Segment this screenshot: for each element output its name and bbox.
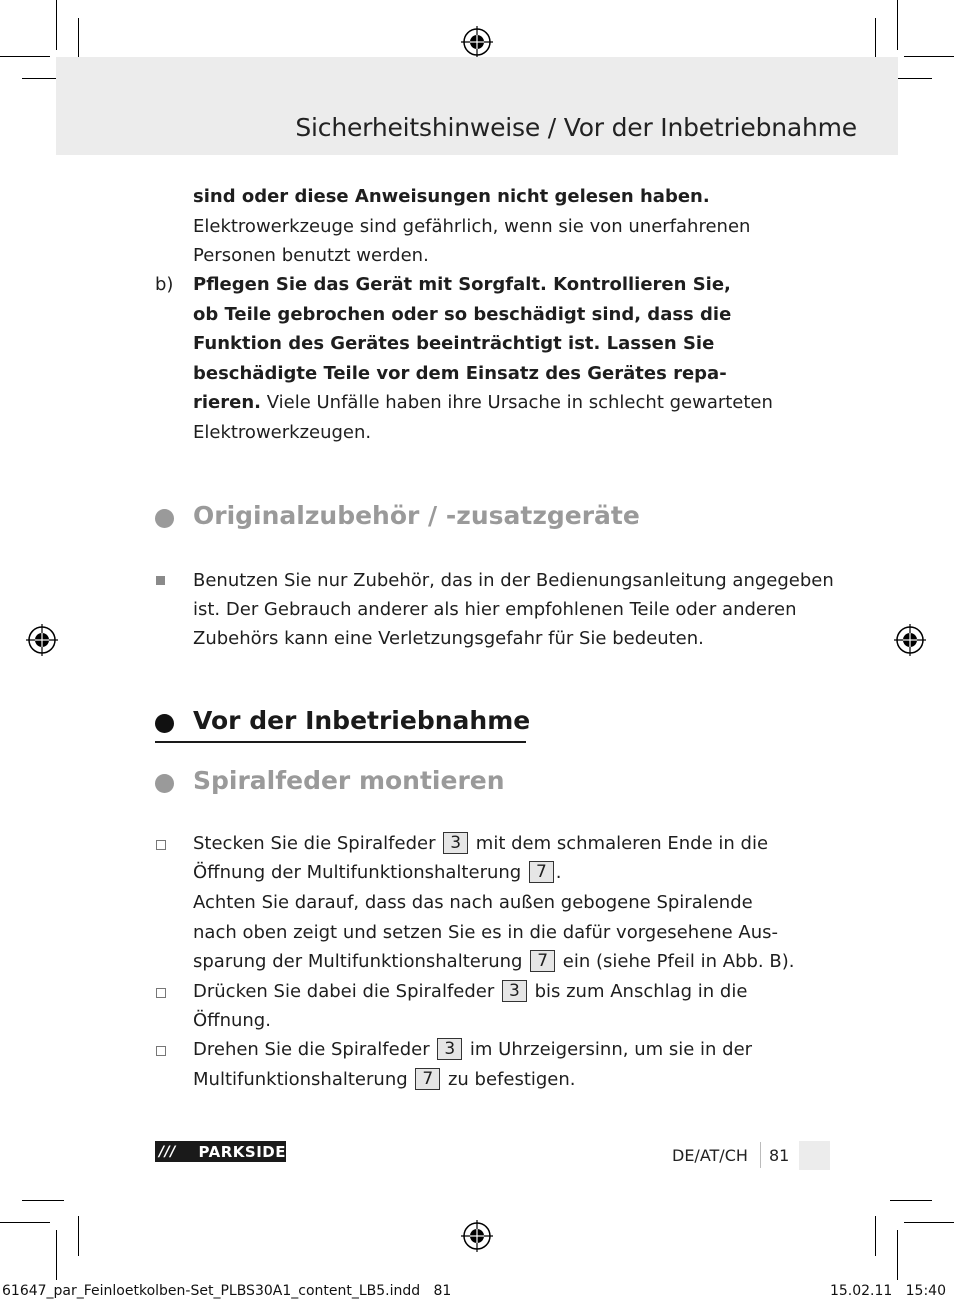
crop-mark xyxy=(56,0,57,50)
accessories-line: Zubehörs kann eine Verletzungsgefahr für Sie bedeuten. xyxy=(193,628,704,649)
section-heading-accessories: Originalzubehör / -zusatzgeräte xyxy=(193,501,640,530)
step-text: ein (siehe Pfeil in Abb. B). xyxy=(562,951,795,972)
item-b-line: beschädigte Teile vor dem Einsatz des Gerätes repa- xyxy=(193,363,727,384)
accessories-line: ist. Der Gebrauch anderer als hier empfohlenen Teile oder anderen xyxy=(193,599,797,620)
footer-divider xyxy=(760,1142,761,1168)
item-b-line: Funktion des Gerätes beeinträchtigt ist. Lassen Sie xyxy=(193,333,715,354)
item-b-text-fragment: Viele Unfälle haben ihre Ursache in schlecht gewarteten xyxy=(261,392,773,413)
step-line: nach oben zeigt und setzen Sie es in die dafür vorgesehene Aus- xyxy=(193,922,779,943)
item-b-bold-fragment: rieren. xyxy=(193,392,261,413)
step-text: Multifunktionshalterung xyxy=(193,1069,408,1090)
step-line: Öffnung. xyxy=(193,1010,271,1031)
crop-mark xyxy=(0,1222,50,1223)
registration-mark-icon xyxy=(461,26,493,58)
crop-mark xyxy=(904,1222,954,1223)
registration-mark-icon xyxy=(26,624,58,656)
intro-line: Elektrowerkzeuge sind gefährlich, wenn sie von unerfahrenen xyxy=(193,216,751,237)
checkbox-square-icon xyxy=(156,840,166,850)
registration-mark-icon xyxy=(461,1220,493,1252)
part-reference-badge: 3 xyxy=(502,980,527,1002)
logo-slashes: /// xyxy=(159,1143,176,1160)
step-text: Drehen Sie die Spiralfeder xyxy=(193,1039,430,1060)
page-number-box xyxy=(799,1141,830,1170)
step-text: bis zum Anschlag in die xyxy=(534,981,748,1002)
section-heading-spring: Spiralfeder montieren xyxy=(193,766,505,795)
step-text: Stecken Sie die Spiralfeder xyxy=(193,833,436,854)
round-bullet-icon xyxy=(155,774,174,793)
item-b-line xyxy=(193,388,773,417)
crop-mark xyxy=(22,1200,64,1201)
page-title: Sicherheitshinweise / Vor der Inbetriebnahme xyxy=(295,113,857,142)
step-text: Drücken Sie dabei die Spiralfeder xyxy=(193,981,495,1002)
step-line xyxy=(193,858,562,887)
crop-mark xyxy=(904,56,954,57)
crop-mark xyxy=(897,1230,898,1280)
step-text: Öffnung der Multifunktionshalterung xyxy=(193,862,522,883)
step-text: im Uhrzeigersinn, um sie in der xyxy=(469,1039,753,1060)
item-b-line: Pflegen Sie das Gerät mit Sorgfalt. Kontrollieren Sie, xyxy=(193,274,731,295)
checkbox-square-icon xyxy=(156,1046,166,1056)
part-reference-badge: 7 xyxy=(530,950,555,972)
page-number: 81 xyxy=(769,1146,790,1165)
round-bullet-icon xyxy=(155,509,174,528)
registration-mark-icon xyxy=(894,624,926,656)
crop-mark xyxy=(890,1200,932,1201)
intro-bold-line: sind oder diese Anweisungen nicht gelesen haben. xyxy=(193,186,710,207)
step-text: . xyxy=(555,862,562,883)
step-line xyxy=(193,1065,576,1094)
step-text: sparung der Multifunktionshalterung xyxy=(193,951,523,972)
step-text: mit dem schmaleren Ende in die xyxy=(475,833,769,854)
brand-logo xyxy=(155,1141,286,1162)
step-line xyxy=(193,977,747,1006)
step-line xyxy=(193,1035,752,1064)
crop-mark xyxy=(78,1216,79,1256)
step-line xyxy=(193,947,794,976)
country-code: DE/AT/CH xyxy=(672,1146,748,1165)
item-b-line: Elektrowerkzeugen. xyxy=(193,422,372,443)
step-text: zu befestigen. xyxy=(447,1069,576,1090)
part-reference-badge: 7 xyxy=(529,861,554,883)
accessories-line: Benutzen Sie nur Zubehör, das in der Bedienungsanleitung angegeben xyxy=(193,570,834,591)
crop-mark xyxy=(897,0,898,50)
checkbox-square-icon xyxy=(156,988,166,998)
section-heading-before-use: Vor der Inbetriebnahme xyxy=(193,706,531,735)
intro-line: Personen benutzt werden. xyxy=(193,245,429,266)
logo-text: PARKSIDE xyxy=(198,1142,286,1161)
square-bullet-icon xyxy=(156,576,165,585)
part-reference-badge: 7 xyxy=(415,1068,440,1090)
round-bullet-icon xyxy=(155,714,174,733)
crop-mark xyxy=(0,56,50,57)
heading-underline xyxy=(155,741,526,743)
item-b-line: ob Teile gebrochen oder so beschädigt sind, dass die xyxy=(193,304,732,325)
print-slug-date: 15.02.11 15:40 xyxy=(829,1283,946,1299)
print-slug-file: 61647_par_Feinloetkolben-Set_PLBS30A1_content_LB5.indd 81 xyxy=(2,1283,452,1299)
crop-mark xyxy=(56,1230,57,1280)
part-reference-badge: 3 xyxy=(437,1038,462,1060)
item-label: b) xyxy=(155,274,174,295)
step-line xyxy=(193,829,768,858)
part-reference-badge: 3 xyxy=(443,832,468,854)
step-line: Achten Sie darauf, dass das nach außen gebogene Spiralende xyxy=(193,892,753,913)
crop-mark xyxy=(875,1216,876,1256)
